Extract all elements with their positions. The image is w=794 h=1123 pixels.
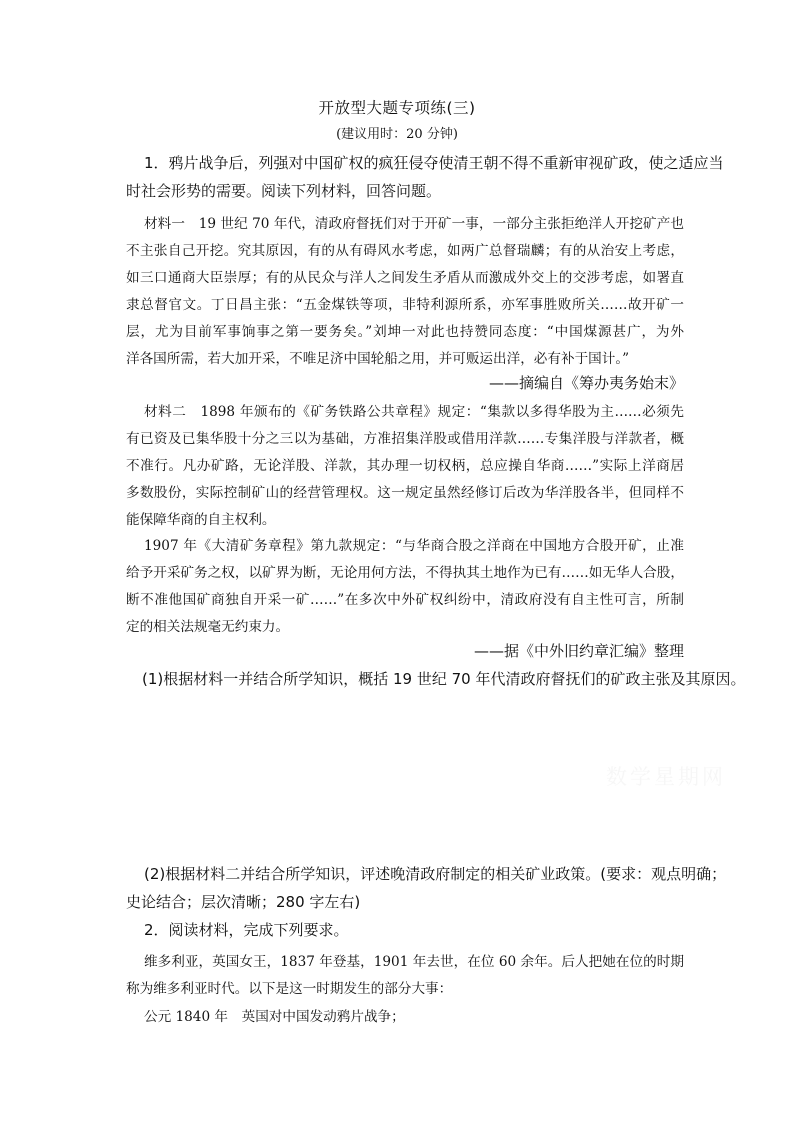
material2-line: 材料二 1898 年颁布的《矿务铁路公共章程》规定：“集款以多得华股为主……必须先 bbox=[144, 404, 684, 420]
watermark: 数学星期网 bbox=[606, 765, 726, 789]
material2-line: 定的相关法规毫无约束力。 bbox=[126, 619, 290, 635]
q1-intro-line: 时社会形势的需要。阅读下列材料，回答问题。 bbox=[126, 182, 442, 200]
material1-line: 隶总督官文。丁日昌主张：“五金煤铁等项，非特利源所系，亦军事胜败所关……故开矿一 bbox=[126, 297, 684, 313]
material2-line: 不准行。凡办矿路，无论洋股、洋款，其办理一切权柄，总应操自华商……”实际上洋商居 bbox=[126, 458, 684, 474]
q2-event-line: 公元 1840 年 英国对中国发动鸦片战争； bbox=[144, 1009, 405, 1025]
material1-line: 洋各国所需，若大加开采，不唯足济中国轮船之用，并可贩运出洋，必有补于国计。” bbox=[126, 351, 630, 367]
sub-question-1: (1)根据材料一并结合所学知识，概括 19 世纪 70 年代清政府督抚们的矿政主张及其原因。 bbox=[142, 670, 746, 688]
q2-material-line: 称为维多利亚时代。以下是这一时期发生的部分大事： bbox=[126, 981, 453, 997]
material1-line: 层，尤为目前军事饷事之第一要务矣。”刘坤一对此也持赞同态度：“中国煤源甚广，为外 bbox=[126, 324, 684, 340]
material2-line: 有已资及已集华股十分之三以为基础，方准招集洋股或借用洋款……专集洋股与洋款者，概 bbox=[126, 431, 684, 447]
material2-line: 1907 年《大清矿务章程》第九款规定：“与华商合股之洋商在中国地方合股开矿，止准 bbox=[144, 538, 684, 554]
material1-source: ——摘编自《筹办夷务始末》 bbox=[488, 374, 684, 392]
material1-line: 不主张自己开挖。究其原因，有的从有碍风水考虑，如两广总督瑞麟；有的从治安上考虑， bbox=[126, 243, 684, 259]
q2-material-line: 维多利亚，英国女王，1837 年登基，1901 年去世，在位 60 余年。后人把她在位的时期 bbox=[144, 954, 684, 970]
q2-intro: 2．阅读材料，完成下列要求。 bbox=[144, 921, 349, 939]
sub-question-2-line: 史论结合；层次清晰；280 字左右) bbox=[126, 893, 361, 911]
sub-question-2-line: (2)根据材料二并结合所学知识，评述晚清政府制定的相关矿业政策。(要求：观点明确； bbox=[144, 865, 727, 883]
page-title: 开放型大题专项练(三) bbox=[318, 99, 476, 117]
q1-intro-line: 1．鸦片战争后，列强对中国矿权的疯狂侵夺使清王朝不得不重新审视矿政，使之适应当 bbox=[144, 154, 724, 172]
material2-line: 多数股份，实际控制矿山的经营管理权。这一规定虽然经修订后改为华洋股各半，但同样不 bbox=[126, 485, 684, 501]
material2-line: 给予开采矿务之权，以矿界为断，无论用何方法，不得执其土地作为已有……如无华人合股， bbox=[126, 565, 684, 581]
material2-line: 能保障华商的自主权利。 bbox=[126, 512, 276, 528]
page-subtitle: (建议用时：20 分钟) bbox=[336, 127, 458, 142]
material2-source: ——据《中外旧约章汇编》整理 bbox=[473, 642, 684, 660]
material1-line: 如三口通商大臣崇厚；有的从民众与洋人之间发生矛盾从而激成外交上的交涉考虑，如署直 bbox=[126, 270, 684, 286]
material2-line: 断不准他国矿商独自开采一矿……”在多次中外矿权纠纷中，清政府没有自主性可言，所制 bbox=[126, 592, 684, 608]
material1-line: 材料一 19 世纪 70 年代，清政府督抚们对于开矿一事，一部分主张拒绝洋人开挖矿产也 bbox=[144, 216, 684, 232]
